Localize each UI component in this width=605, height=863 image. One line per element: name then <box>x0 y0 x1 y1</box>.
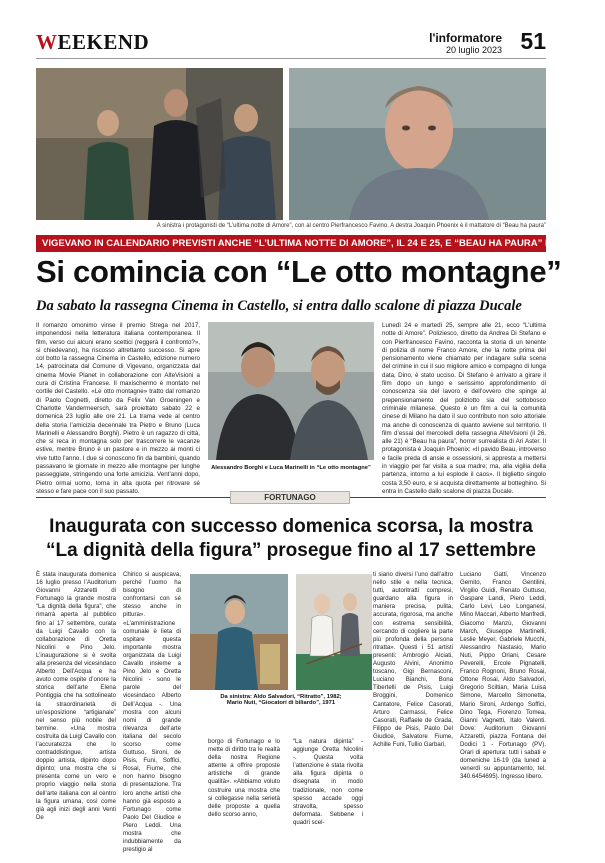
artwork-caption <box>190 694 372 706</box>
article1-subhead: Da sabato la rassegna Cinema in Castello, si entra dallo scalone di piazza Ducale <box>36 298 522 314</box>
article1-kicker: VIGEVANO IN CALENDARIO PREVISTI ANCHE “L’ULTIMA NOTTE DI AMORE”, IL 24 E 25, E “BEAU HA PAURA” IL 26 LUGLIO <box>36 235 546 252</box>
photo-ultima-notte-di-amore <box>36 68 283 220</box>
article2-column-3: borgo di Fortunago e lo mette di diritto tra le realtà della nostra Regione attente a offrire proposte artistiche di grande qualità». «Abbiamo voluto costruire una mostra che si collegasse nella serietà delle proposte a quella dello scorso anno, <box>208 738 280 818</box>
article2-location-tag: FORTUNAGO <box>230 491 350 504</box>
article1-photo-caption: Alessandro Borghi e Luca Marinelli in “Le otto montagne” <box>211 465 371 471</box>
photo-beau-ha-paura <box>289 68 546 220</box>
page-header <box>36 30 546 54</box>
article1-headline: Si comincia con “Le otto montagne” <box>36 254 562 289</box>
artwork-caption-line-1: Da sinistra: Aldo Salvadori, “Ritratto”, 1982; <box>220 694 342 700</box>
article1-column-2: Lunedì 24 e martedì 25, sempre alle 21, ecco “L’ultima notte di Amore”. Poliziesco, diretto da Andrea Di Stefano e con Pierfrancesco Favino, racconta la storia di un tenente di polizia di nome Franco Amore, che la notte prima del pensionamento viene chiamato per indagare sulla scena del crimine in cui il suo migliore amico e compagno di lunga data, Dino, è stato ucciso. Di Stefano è arrivato a girare il film dopo un lungo e serissimo approfondimento di conoscenza sia del lavoro e dell’ovvero che spinge al prepensionamento del poliziotto sia del sottobosco criminale milanese. Questo è un film a cui la comunità cinese di Milano ha dato il suo contributo non solo attoriale ma anche di conoscenza di quanto avviene sul territorio. Il film d’essai del mercoledì della rassegna AlteVisioni (il 26, alle 21) è “Beau ha paura”, horror surrealista di Ari Aster. Il protagonista è Joaquin Phoenix: «Il pavido Beau, introverso e facile preda di ansie e ossessioni, si appresta a mettersi in viaggio per far visita a sua madre; ma, alla vigilia della partenza, intorno a lui esplode il caos». Il biglietto singolo costa 3,50 euro, e si acquista direttamente al botteghino. Si entra in Castello dallo scalone di piazza Ducale. <box>382 322 546 495</box>
section-title-rest: EEKEND <box>57 30 150 54</box>
article2-headline-line-1: Inaugurata con successo domenica scorsa, la mostra <box>49 516 533 537</box>
article2-column-6: Luciano Gatti, Vincenzo Gemito, Franco Gentilini, Virgilio Guidi, Renato Guttuso, Gaspare Landi, Piero Leddi, Carlo Levi, Leo Longanesi, Mino Maccari, Alberto Manfredi, Giacomo Manzù, Giovanni March, Giuseppe Martinelli, Leslie Meyer, Gabriele Mucchi, Alessandro Nastasio, Mario Nuti, Pippo Oriani, Cesare Peverelli, Ercole Pignatelli, Franco Rognoni, Bruno Rosai, Ottone Rosai, Aldo Salvadori, Gregorio Sciltian, Maria Luisa Simone, Marcello Simonetta, Mario Sironi, Ardengo Soffici, Dino Tega, Fiorenzo Tomea, Gianni Vagnetti, Italo Valenti. Dove: Auditorium Giovanni Azzaretti, piazza Fontana dei Dodici 1 - Fortunago (PV). Orari di apertura: tutti i sabati e domeniche 16-19 (da luned a venerdì su appuntamento, tel. 340.6454695). Ingresso libero. <box>460 571 546 781</box>
article2-column-4: “La natura dipinta” - aggiunge Oretta Nicolini -. Questa volta l’attenzione è stata rivolta alla figura dipinta o disegnata in modo tradizionale, non come spesso accade oggi stravolta, spesso deformata. Sebbene i quadri scel- <box>293 738 363 826</box>
artwork-salvadori-ritratto <box>190 574 288 690</box>
header-rule <box>36 58 546 59</box>
article1-column-1: Il romanzo omonimo vinse il premio Strega nel 2017, imponendosi nella letteratura italiana contemporanea. Il film, verso cui alcuni erano scettici (reggerà il confronto?», si chiedevano), ha riscosso altrettanto successo. Si apre col botto la rassegna Cinema in Castello, edizione numero 14, patrocinata dal Comune di Vigevano, organizzata dal cinema Movie Planet in collaborazione con AlteVisioni a cura di Cristina Francese. Il maxischermo è montato nel cortile del Castello. «Le otto montagne» tratto dal romanzo di Paolo Cognetti, diretto da Felix Van Groeningen e Charlotte Vandermeersch, sarà proiettato sabato 22 e domenica 23 luglio alle ore 21. La trama vede al centro della storia l’amicizia decennale tra Pietro e Bruno (Luca Marinelli e Alessandro Borghi). Pietro è un ragazzo di città, che si reca in montagna solo per trascorrere le vacanze estive, mentre Bruno è un pastore e in mezzo ai monti ci vive tutto l’anno. I due si conoscono fin da bambini, quando passavano le giornate in mezzo alle montagne per lunghe passeggiate, stringendo una forte amicizia. Vent’anni dopo, Pietro ormai uomo, torna in alta quota per ritrovare sé stesso e fare pace con il suo passato. <box>36 322 200 495</box>
top-photo-caption: A sinistra i protagonisti de “L’ultima notte di Amore”, con al centro Pierfrancesco Favino. A destra Joaquin Phoenix è il mattatore di “Beau ha paura” <box>156 223 546 229</box>
section-title <box>36 30 149 55</box>
article2-column-2: Chirico si auspicava, perché l’uomo ha bisogno di confrontarsi con sé stesso anche in pittura». «L’amministrazione comunale è lieta di ospitare questa importante mostra organizzata da Luigi Cavallo insieme a Pino Jelo e Oretta Nicolini - sono le parole del vicesindaco Alberto Dell’Acqua -. Una mostra con alcuni nomi di grande rilevanza dell’arte italiana del secolo scorso come Guttuso, Sironi, de Pisis, Funi, Soffici, Rosai, Fiume, che non hanno bisogno di presentazione. Tra loro anche artisti che hanno già esposto a Fortunago come Paolo Del Giudice e Piero Leddi. Una mostra che indubbiamente da prestigio al <box>123 571 181 854</box>
masthead-date: 20 luglio 2023 <box>445 45 502 55</box>
article2-column-1: È stata inaugurata domenica 16 luglio presso l’Auditorium Giovanni Azzaretti di Fortunago la grande mostra “La dignità della figura”, che rimarrà aperta al pubblico fino al 17 settembre, curata da Luigi Cavallo con la collaborazione di Oretta Nicolini e Pino Jelo. L’inaugurazione si è svolta alla presenza del vicesindaco Alberto Dell’Acqua e ha avuto come ospite d’onore la storica dell’arte Elena Pontiggia che ha sottolineato la straordinarietà di un’esposizione “artigianale” nel senso più nobile del termine. «Una mostra costruita da Luigi Cavallo con l’accuratezza che lo contraddistingue, artista doppio artista, dipinto dopo dipinto; una mostra che si presenta come un vero e proprio viaggio nella storia dell’arte italiana con al centro la figura umana, così come già agli inizi degli anni Venti De <box>36 571 116 821</box>
article2-headline <box>36 515 546 563</box>
masthead-name: l'informatore <box>429 31 502 45</box>
article2-headline-line-2: “La dignità della figura” prosegue fino al 17 settembre <box>46 540 536 561</box>
section-title-initial: W <box>36 30 58 54</box>
photo-le-otto-montagne <box>208 322 374 460</box>
article2-column-5: ti siano diversi l’uno dall’altro nello stile e nella tecnica, tutti, autoritratti compresi, guardano alla figura in maniera precisa, pulita, accurata, rigorosa, ma anche con estrema sensibilità, cercando di cogliere la parte più profonda della persona ritratta». Questi i 51 artisti presenti: Ambrogio Alciati, Augusto Alvini, Anonimo toscano, Gigi Bernasconi, Luciano Bianchi, Bona Tibertelli de Pisis, Luigi Broggini, Domenico Cantatore, Felice Casorati, Arturo Carmassi, Felice Casorati, Raffaele de Grada, Filippo de Pisis, Paolo Del Giudice, Salvatore Fiume, Achille Funi, Tullio Garbari, <box>373 571 453 748</box>
artwork-caption-line-2: Mario Nuti, “Giocatori di biliardo”, 1971 <box>226 700 336 706</box>
page-number: 51 <box>520 28 546 54</box>
artwork-nuti-giocatori-di-biliardo <box>296 574 372 690</box>
masthead <box>429 31 502 55</box>
